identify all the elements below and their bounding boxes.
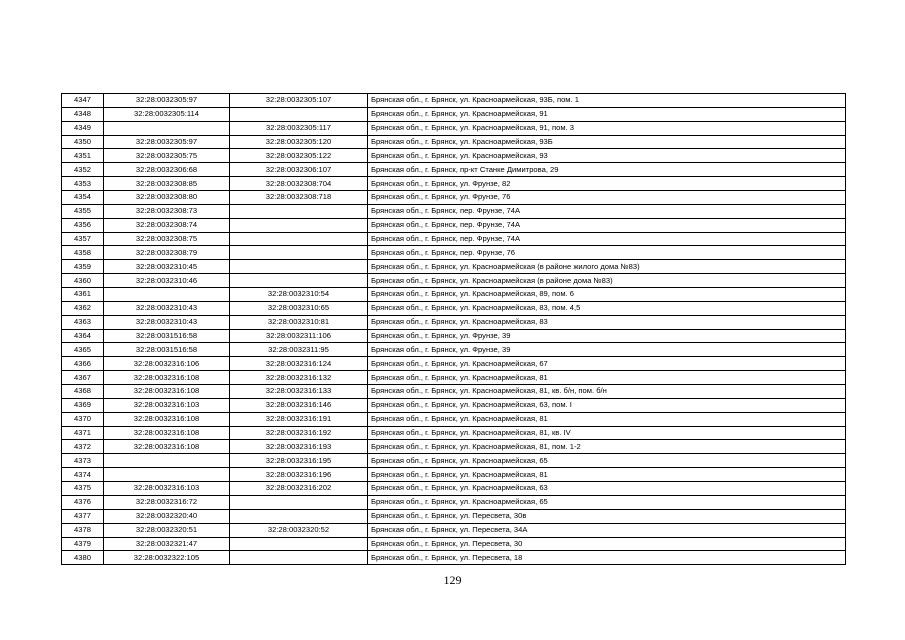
registry-table-body — [62, 94, 846, 565]
cadastral-number-cell: 32:28:0031516:58 — [104, 343, 230, 357]
row-number-cell: 4379 — [62, 537, 104, 551]
address-cell: Брянская обл., г. Брянск, ул. Фрунзе, 39 — [368, 329, 846, 343]
row-number-cell: 4369 — [62, 398, 104, 412]
table-row — [62, 107, 846, 121]
address-cell: Брянская обл., г. Брянск, ул. Красноармейская, 83 — [368, 315, 846, 329]
table-row — [62, 398, 846, 412]
object-cadastral-number-cell: 32:28:0032311:106 — [230, 329, 368, 343]
object-cadastral-number-cell: 32:28:0032316:193 — [230, 440, 368, 454]
object-cadastral-number-cell: 32:28:0032306:107 — [230, 163, 368, 177]
cadastral-number-cell: 32:28:0032305:75 — [104, 149, 230, 163]
table-row — [62, 551, 846, 565]
row-number-cell: 4360 — [62, 274, 104, 288]
table-row — [62, 468, 846, 482]
object-cadastral-number-cell: 32:28:0032311:95 — [230, 343, 368, 357]
cadastral-number-cell: 32:28:0032305:97 — [104, 135, 230, 149]
row-number-cell: 4363 — [62, 315, 104, 329]
row-number-cell: 4353 — [62, 177, 104, 191]
page-number: 129 — [443, 573, 462, 587]
row-number-cell: 4370 — [62, 412, 104, 426]
object-cadastral-number-cell — [230, 246, 368, 260]
address-cell: Брянская обл., г. Брянск, ул. Красноармейская, 63, пом. I — [368, 398, 846, 412]
cadastral-number-cell: 32:28:0032305:114 — [104, 107, 230, 121]
object-cadastral-number-cell: 32:28:0032316:124 — [230, 357, 368, 371]
address-cell: Брянская обл., г. Брянск, пер. Фрунзе, 74А — [368, 204, 846, 218]
object-cadastral-number-cell: 32:28:0032308:718 — [230, 191, 368, 205]
address-cell: Брянская обл., г. Брянск, ул. Красноармейская, 93Б, пом. 1 — [368, 94, 846, 108]
cadastral-number-cell: 32:28:0032316:108 — [104, 440, 230, 454]
address-cell: Брянская обл., г. Брянск, ул. Красноармейская, 83, пом. 4,5 — [368, 301, 846, 315]
row-number-cell: 4364 — [62, 329, 104, 343]
address-cell: Брянская обл., г. Брянск, ул. Красноармейская, 65 — [368, 454, 846, 468]
cadastral-number-cell — [104, 454, 230, 468]
cadastral-number-cell: 32:28:0032310:43 — [104, 301, 230, 315]
cadastral-number-cell: 32:28:0032308:80 — [104, 191, 230, 205]
table-row — [62, 149, 846, 163]
table-row — [62, 315, 846, 329]
object-cadastral-number-cell — [230, 509, 368, 523]
address-cell: Брянская обл., г. Брянск, пер. Фрунзе, 74А — [368, 232, 846, 246]
row-number-cell: 4376 — [62, 495, 104, 509]
address-cell: Брянская обл., г. Брянск, ул. Пересвета, 18 — [368, 551, 846, 565]
table-row — [62, 288, 846, 302]
table-row — [62, 246, 846, 260]
address-cell: Брянская обл., г. Брянск, ул. Красноармейская (в районе дома №83) — [368, 274, 846, 288]
address-cell: Брянская обл., г. Брянск, ул. Пересвета, 30 — [368, 537, 846, 551]
row-number-cell: 4347 — [62, 94, 104, 108]
row-number-cell: 4361 — [62, 288, 104, 302]
table-row — [62, 204, 846, 218]
cadastral-number-cell: 32:28:0032310:45 — [104, 260, 230, 274]
address-cell: Брянская обл., г. Брянск, пер. Фрунзе, 74А — [368, 218, 846, 232]
cadastral-number-cell: 32:28:0032308:75 — [104, 232, 230, 246]
row-number-cell: 4356 — [62, 218, 104, 232]
address-cell: Брянская обл., г. Брянск, ул. Фрунзе, 76 — [368, 191, 846, 205]
table-row — [62, 412, 846, 426]
row-number-cell: 4348 — [62, 107, 104, 121]
row-number-cell: 4362 — [62, 301, 104, 315]
object-cadastral-number-cell: 32:28:0032316:146 — [230, 398, 368, 412]
address-cell: Брянская обл., г. Брянск, ул. Пересвета, 34А — [368, 523, 846, 537]
cadastral-number-cell — [104, 468, 230, 482]
address-cell: Брянская обл., г. Брянск, ул. Красноармейская, 63 — [368, 482, 846, 496]
cadastral-number-cell: 32:28:0032316:108 — [104, 412, 230, 426]
table-row — [62, 329, 846, 343]
table-row — [62, 232, 846, 246]
row-number-cell: 4366 — [62, 357, 104, 371]
object-cadastral-number-cell — [230, 537, 368, 551]
table-row — [62, 454, 846, 468]
table-row — [62, 121, 846, 135]
row-number-cell: 4380 — [62, 551, 104, 565]
row-number-cell: 4349 — [62, 121, 104, 135]
object-cadastral-number-cell: 32:28:0032310:65 — [230, 301, 368, 315]
object-cadastral-number-cell — [230, 107, 368, 121]
address-cell: Брянская обл., г. Брянск, ул. Красноармейская, 93 — [368, 149, 846, 163]
cadastral-number-cell: 32:28:0032316:108 — [104, 426, 230, 440]
cadastral-number-cell: 32:28:0032308:73 — [104, 204, 230, 218]
row-number-cell: 4352 — [62, 163, 104, 177]
cadastral-number-cell: 32:28:0032320:51 — [104, 523, 230, 537]
row-number-cell: 4368 — [62, 385, 104, 399]
cadastral-number-cell: 32:28:0032322:105 — [104, 551, 230, 565]
cadastral-number-cell: 32:28:0032316:106 — [104, 357, 230, 371]
table-row — [62, 537, 846, 551]
object-cadastral-number-cell — [230, 274, 368, 288]
address-cell: Брянская обл., г. Брянск, ул. Красноармейская, 65 — [368, 495, 846, 509]
object-cadastral-number-cell: 32:28:0032308:704 — [230, 177, 368, 191]
object-cadastral-number-cell — [230, 260, 368, 274]
table-row — [62, 163, 846, 177]
row-number-cell: 4354 — [62, 191, 104, 205]
object-cadastral-number-cell: 32:28:0032316:132 — [230, 371, 368, 385]
row-number-cell: 4378 — [62, 523, 104, 537]
object-cadastral-number-cell: 32:28:0032310:54 — [230, 288, 368, 302]
address-cell: Брянская обл., г. Брянск, ул. Красноармейская (в районе жилого дома №83) — [368, 260, 846, 274]
address-cell: Брянская обл., г. Брянск, ул. Красноармейская, 89, пом. 6 — [368, 288, 846, 302]
object-cadastral-number-cell: 32:28:0032316:191 — [230, 412, 368, 426]
table-row — [62, 177, 846, 191]
cadastral-number-cell: 32:28:0032321:47 — [104, 537, 230, 551]
address-cell: Брянская обл., г. Брянск, пр-кт Станке Димитрова, 29 — [368, 163, 846, 177]
table-row — [62, 440, 846, 454]
object-cadastral-number-cell: 32:28:0032320:52 — [230, 523, 368, 537]
row-number-cell: 4359 — [62, 260, 104, 274]
object-cadastral-number-cell: 32:28:0032305:120 — [230, 135, 368, 149]
address-cell: Брянская обл., г. Брянск, ул. Красноармейская, 81 — [368, 371, 846, 385]
address-cell: Брянская обл., г. Брянск, ул. Красноармейская, 81, кв. IV — [368, 426, 846, 440]
address-cell: Брянская обл., г. Брянск, ул. Красноармейская, 93Б — [368, 135, 846, 149]
row-number-cell: 4374 — [62, 468, 104, 482]
cadastral-number-cell: 32:28:0032308:85 — [104, 177, 230, 191]
cadastral-number-cell: 32:28:0032308:79 — [104, 246, 230, 260]
object-cadastral-number-cell: 32:28:0032305:122 — [230, 149, 368, 163]
object-cadastral-number-cell — [230, 218, 368, 232]
address-cell: Брянская обл., г. Брянск, ул. Красноармейская, 81 — [368, 468, 846, 482]
cadastral-number-cell: 32:28:0031516:58 — [104, 329, 230, 343]
address-cell: Брянская обл., г. Брянск, ул. Красноармейская, 81 — [368, 412, 846, 426]
address-cell: Брянская обл., г. Брянск, ул. Пересвета, 30в — [368, 509, 846, 523]
registry-table — [61, 93, 846, 565]
table-row — [62, 426, 846, 440]
object-cadastral-number-cell: 32:28:0032316:195 — [230, 454, 368, 468]
table-row — [62, 357, 846, 371]
cadastral-number-cell: 32:28:0032308:74 — [104, 218, 230, 232]
cadastral-number-cell: 32:28:0032306:68 — [104, 163, 230, 177]
row-number-cell: 4373 — [62, 454, 104, 468]
row-number-cell: 4351 — [62, 149, 104, 163]
cadastral-number-cell — [104, 121, 230, 135]
table-row — [62, 495, 846, 509]
cadastral-number-cell: 32:28:0032316:72 — [104, 495, 230, 509]
cadastral-number-cell: 32:28:0032310:46 — [104, 274, 230, 288]
table-row — [62, 218, 846, 232]
cadastral-number-cell: 32:28:0032305:97 — [104, 94, 230, 108]
table-row — [62, 385, 846, 399]
table-row — [62, 482, 846, 496]
object-cadastral-number-cell: 32:28:0032305:107 — [230, 94, 368, 108]
row-number-cell: 4355 — [62, 204, 104, 218]
table-row — [62, 260, 846, 274]
address-cell: Брянская обл., г. Брянск, ул. Красноармейская, 91, пом. 3 — [368, 121, 846, 135]
row-number-cell: 4350 — [62, 135, 104, 149]
address-cell: Брянская обл., г. Брянск, ул. Красноармейская, 81, пом. 1-2 — [368, 440, 846, 454]
address-cell: Брянская обл., г. Брянск, ул. Фрунзе, 82 — [368, 177, 846, 191]
row-number-cell: 4358 — [62, 246, 104, 260]
cadastral-number-cell: 32:28:0032316:103 — [104, 398, 230, 412]
table-row — [62, 343, 846, 357]
row-number-cell: 4371 — [62, 426, 104, 440]
table-row — [62, 523, 846, 537]
table-row — [62, 135, 846, 149]
cadastral-number-cell: 32:28:0032320:40 — [104, 509, 230, 523]
table-row — [62, 191, 846, 205]
object-cadastral-number-cell — [230, 204, 368, 218]
object-cadastral-number-cell: 32:28:0032316:196 — [230, 468, 368, 482]
table-row — [62, 509, 846, 523]
object-cadastral-number-cell — [230, 495, 368, 509]
object-cadastral-number-cell: 32:28:0032310:81 — [230, 315, 368, 329]
address-cell: Брянская обл., г. Брянск, ул. Красноармейская, 81, кв. б/н, пом. б/н — [368, 385, 846, 399]
address-cell: Брянская обл., г. Брянск, пер. Фрунзе, 76 — [368, 246, 846, 260]
cadastral-number-cell — [104, 288, 230, 302]
cadastral-number-cell: 32:28:0032316:108 — [104, 385, 230, 399]
cadastral-number-cell: 32:28:0032316:108 — [104, 371, 230, 385]
object-cadastral-number-cell: 32:28:0032316:202 — [230, 482, 368, 496]
cadastral-number-cell: 32:28:0032316:103 — [104, 482, 230, 496]
row-number-cell: 4367 — [62, 371, 104, 385]
row-number-cell: 4375 — [62, 482, 104, 496]
table-row — [62, 274, 846, 288]
object-cadastral-number-cell: 32:28:0032305:117 — [230, 121, 368, 135]
object-cadastral-number-cell: 32:28:0032316:133 — [230, 385, 368, 399]
table-row — [62, 94, 846, 108]
cadastral-number-cell: 32:28:0032310:43 — [104, 315, 230, 329]
row-number-cell: 4377 — [62, 509, 104, 523]
object-cadastral-number-cell — [230, 551, 368, 565]
address-cell: Брянская обл., г. Брянск, ул. Фрунзе, 39 — [368, 343, 846, 357]
address-cell: Брянская обл., г. Брянск, ул. Красноармейская, 91 — [368, 107, 846, 121]
address-cell: Брянская обл., г. Брянск, ул. Красноармейская, 67 — [368, 357, 846, 371]
row-number-cell: 4372 — [62, 440, 104, 454]
object-cadastral-number-cell — [230, 232, 368, 246]
object-cadastral-number-cell: 32:28:0032316:192 — [230, 426, 368, 440]
row-number-cell: 4357 — [62, 232, 104, 246]
table-row — [62, 371, 846, 385]
table-row — [62, 301, 846, 315]
row-number-cell: 4365 — [62, 343, 104, 357]
